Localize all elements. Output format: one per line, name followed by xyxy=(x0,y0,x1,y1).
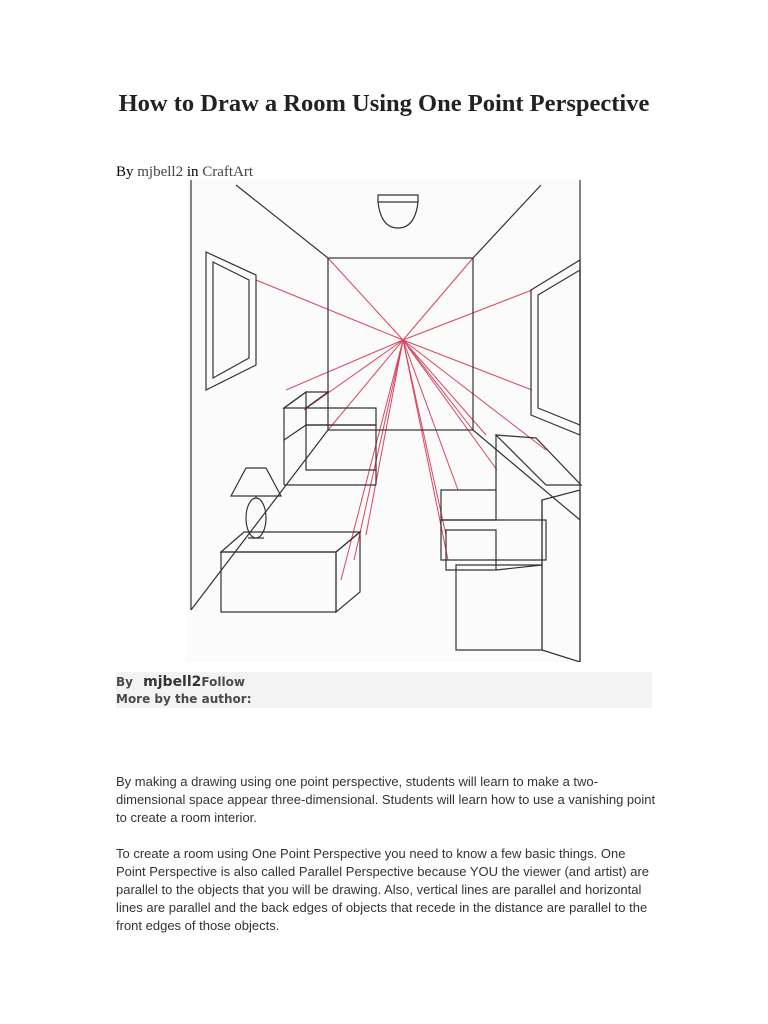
explanation-paragraph: To create a room using One Point Perspective you need to know a few basic things. One Point Perspective is also called Parallel Perspective because YOU the viewer (and artist) are parallel to the objects that you will be drawing. Also, vertical lines are parallel and horizontal lines are parallel and the back edges of objects that recede in the distance are parallel to the front edges of those objects. xyxy=(116,846,650,933)
author-box xyxy=(116,672,652,708)
author-row xyxy=(116,674,245,690)
more-by-author-label: More by the author: xyxy=(116,692,252,706)
byline-prefix: By xyxy=(116,164,134,180)
room-outline xyxy=(191,180,581,662)
author-box-name[interactable]: mjbell2 xyxy=(143,674,202,690)
page-title: How to Draw a Room Using One Point Perspective xyxy=(118,90,650,117)
intro-paragraph: By making a drawing using one point perspective, students will learn to make a two-dimensional space appear three-dimensional. Students will learn how to use a vanishing point to create a room interior. xyxy=(116,774,656,825)
byline xyxy=(116,164,253,181)
byline-in: in xyxy=(186,164,199,180)
author-box-by: By xyxy=(116,675,133,689)
follow-button[interactable]: Follow xyxy=(201,675,245,689)
perspective-room-drawing xyxy=(186,180,582,662)
category-link[interactable]: CraftArt xyxy=(202,164,254,180)
author-link[interactable]: mjbell2 xyxy=(137,164,184,180)
